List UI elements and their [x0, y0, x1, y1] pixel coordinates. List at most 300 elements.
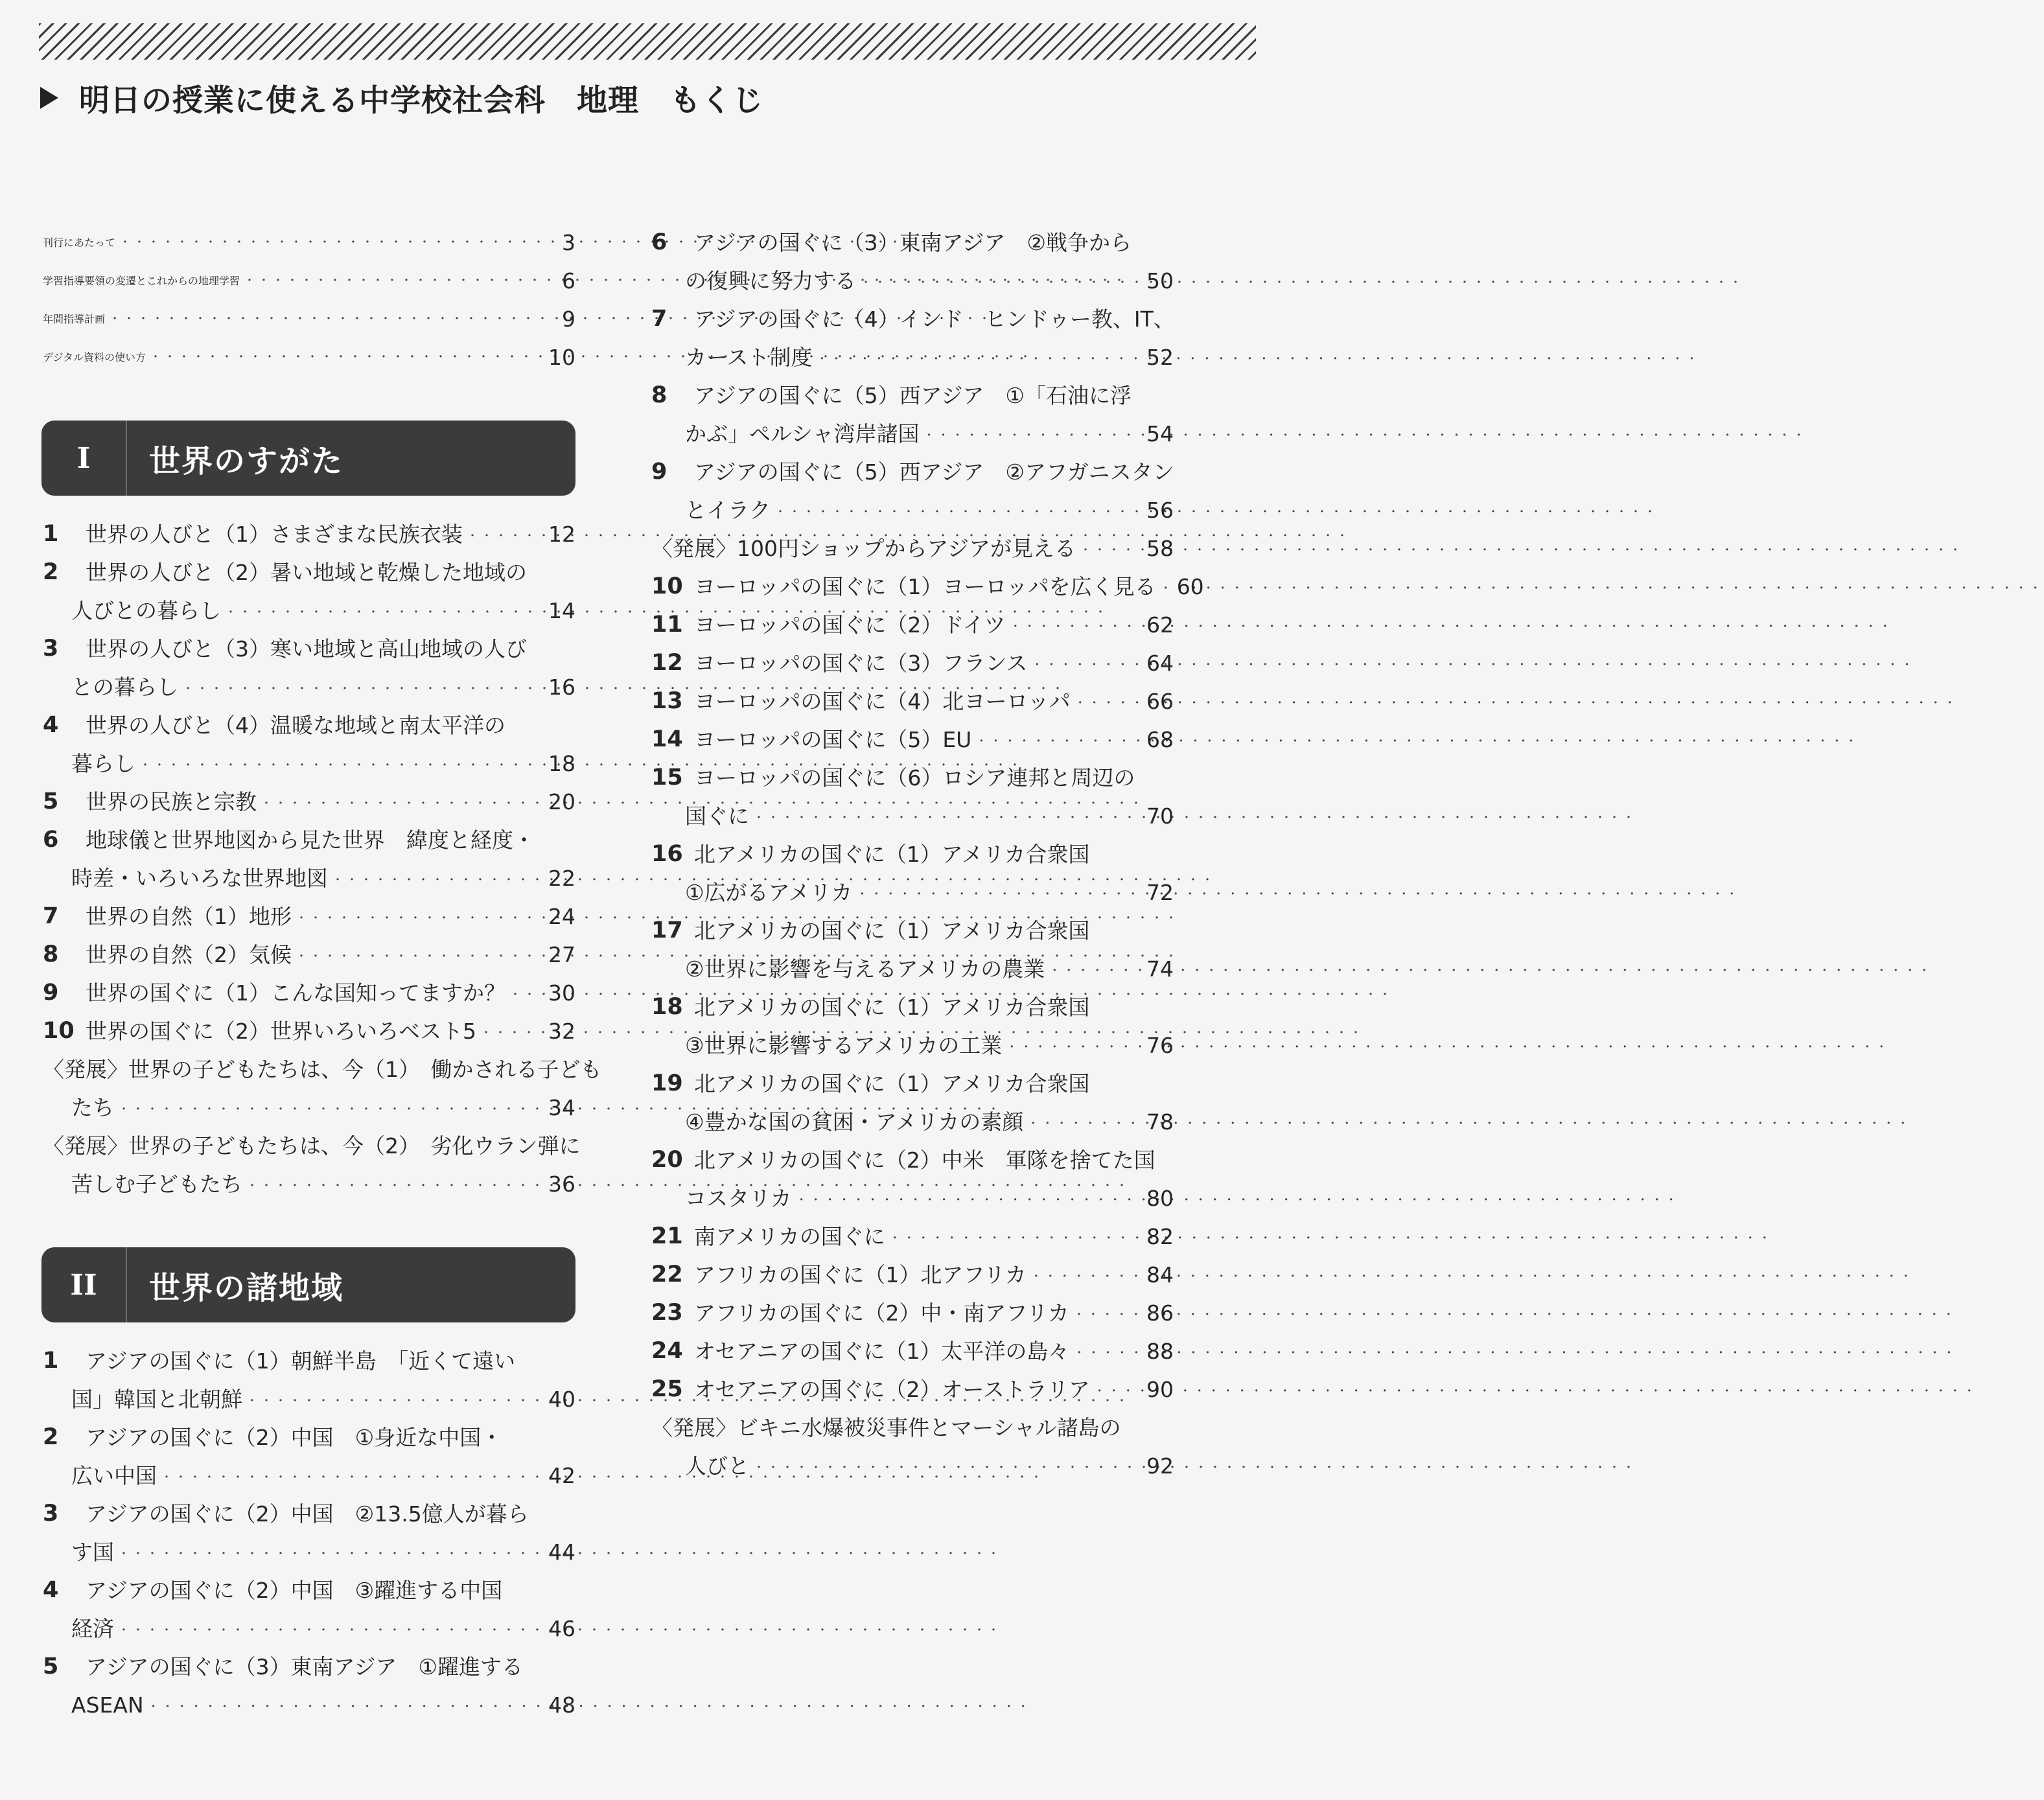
entry-number: 10 — [43, 1018, 75, 1044]
entry-text: アジアの国ぐに（3）東南アジア ①躍進する — [86, 1654, 523, 1679]
toc-line — [651, 1332, 1174, 1370]
toc-entry — [43, 936, 575, 974]
entry-number: 4 — [43, 1577, 59, 1603]
section2-list — [43, 1342, 575, 1724]
leader-dots — [109, 300, 558, 338]
entry-number: 24 — [651, 1338, 683, 1364]
page-number: 56 — [1146, 498, 1174, 523]
leader-dots — [182, 666, 544, 708]
toc-line — [43, 1686, 575, 1724]
page-number: 90 — [1146, 1377, 1174, 1402]
toc-entry — [43, 783, 575, 821]
toc-entry — [651, 1217, 1174, 1256]
page-number: 10 — [548, 345, 575, 370]
entry-text: ヨーロッパの国ぐに（5）EU — [694, 727, 972, 752]
toc-entry — [651, 1409, 1174, 1485]
toc-line — [651, 415, 1174, 453]
toc-entry — [651, 1065, 1174, 1141]
entry-text: 暮らし — [71, 751, 135, 776]
entry-text: オセアニアの国ぐに（1）太平洋の島々 — [694, 1339, 1070, 1364]
entry-text: 学習指導要領の変遷とこれからの地理学習 — [43, 275, 240, 287]
toc-line — [651, 988, 1174, 1026]
entry-text: 人びとの暮らし — [71, 598, 221, 623]
toc-entry — [43, 897, 575, 936]
leader-dots — [975, 719, 1143, 761]
entry-text: 北アメリカの国ぐに（1）アメリカ合衆国 — [694, 842, 1090, 867]
page-number: 78 — [1146, 1109, 1174, 1135]
leader-dots — [923, 413, 1143, 455]
leader-dots — [753, 795, 1143, 837]
left-column — [43, 224, 602, 1724]
leader-dots — [296, 934, 544, 976]
toc-entry — [651, 529, 1174, 568]
entry-text: す国 — [71, 1540, 114, 1565]
entry-number: 14 — [651, 726, 683, 752]
leader-dots — [118, 1531, 544, 1573]
leader-dots — [1006, 1024, 1143, 1067]
toc-entry — [651, 721, 1174, 759]
leader-dots — [753, 1445, 1143, 1487]
intro-list — [43, 224, 575, 376]
entry-number: 3 — [43, 636, 59, 662]
toc-line — [43, 338, 575, 376]
toc-entry — [43, 553, 575, 630]
toc-line — [43, 1457, 575, 1495]
leader-dots — [1160, 566, 1173, 608]
entry-number: 7 — [43, 903, 59, 929]
page-number: 74 — [1146, 956, 1174, 982]
entry-text: アジアの国ぐに（2）中国 ①身近な中国・ — [86, 1425, 503, 1450]
leader-dots — [332, 857, 544, 899]
leader-dots — [774, 489, 1143, 531]
page-number: 68 — [1146, 727, 1174, 752]
entry-text: 北アメリカの国ぐに（1）アメリカ合衆国 — [694, 918, 1090, 943]
toc-line — [651, 1103, 1174, 1141]
page-number: 66 — [1146, 689, 1174, 714]
page-number: 16 — [548, 675, 575, 700]
toc-entry — [651, 568, 1204, 606]
toc-line — [651, 759, 1174, 797]
leader-dots — [889, 1216, 1143, 1258]
toc-line — [43, 821, 575, 859]
entry-text: コスタリカ — [685, 1186, 792, 1211]
page-number: 64 — [1146, 651, 1174, 676]
toc-line — [651, 1141, 1174, 1179]
toc-line — [43, 744, 575, 783]
toc-line — [43, 1648, 575, 1686]
entry-text: ASEAN — [71, 1692, 144, 1718]
toc-entry — [43, 515, 575, 553]
toc-entry — [43, 1495, 575, 1571]
entry-number: 21 — [651, 1223, 683, 1249]
toc-line — [43, 630, 575, 668]
leader-dots — [148, 1684, 544, 1726]
entry-number: 9 — [43, 980, 59, 1006]
leader-dots — [150, 338, 544, 376]
toc-line — [651, 721, 1174, 759]
toc-line — [651, 682, 1174, 721]
toc-line — [651, 1179, 1174, 1217]
entry-text: 世界の人びと（3）寒い地域と高山地域の人び — [86, 636, 527, 662]
page-number: 24 — [548, 904, 575, 929]
entry-text: 北アメリカの国ぐに（1）アメリカ合衆国 — [694, 995, 1090, 1020]
entry-text: 世界の人びと（4）温暖な地域と南太平洋の — [86, 713, 505, 738]
leader-dots — [244, 262, 558, 300]
section-header-2 — [41, 1247, 575, 1322]
section-number: I — [41, 421, 127, 496]
page-number: 9 — [562, 306, 575, 332]
toc-line — [43, 1342, 575, 1380]
toc-entry — [43, 630, 575, 706]
page-number: 82 — [1146, 1224, 1174, 1249]
leader-dots — [119, 224, 558, 262]
leader-dots — [139, 743, 544, 785]
toc-entry — [43, 1571, 575, 1648]
entry-text: ヨーロッパの国ぐに（1）ヨーロッパを広く見る — [694, 574, 1156, 599]
entry-number: 5 — [43, 1654, 59, 1679]
leader-dots — [246, 1163, 544, 1205]
toc-line — [651, 606, 1174, 644]
entry-text: 世界の人びと（1）さまざまな民族衣装 — [86, 522, 463, 547]
entry-text: 世界の国ぐに（2）世界いろいろベスト5 — [86, 1019, 476, 1044]
leader-dots — [480, 1010, 544, 1052]
leader-dots — [1010, 604, 1143, 646]
toc-line — [651, 1294, 1174, 1332]
entry-text: 南アメリカの国ぐに — [694, 1224, 885, 1249]
toc-entry — [651, 988, 1174, 1065]
page-number: 62 — [1146, 612, 1174, 638]
toc-entry — [43, 974, 575, 1012]
toc-line — [43, 1571, 575, 1610]
page-number: 36 — [548, 1171, 575, 1197]
toc-entry — [651, 912, 1174, 988]
triangle-bullet-icon — [40, 87, 58, 109]
page-number: 72 — [1146, 880, 1174, 905]
entry-text: ヨーロッパの国ぐに（4）北ヨーロッパ — [694, 689, 1071, 714]
leader-dots — [1027, 1101, 1143, 1143]
page-number: 42 — [548, 1463, 575, 1488]
entry-number: 3 — [43, 1501, 59, 1527]
toc-line — [43, 262, 575, 300]
entry-text: アジアの国ぐに（3）東南アジア ②戦争から — [694, 230, 1132, 255]
entry-text: アジアの国ぐに（2）中国 ③躍進する中国 — [86, 1578, 503, 1603]
toc-line — [43, 1380, 575, 1418]
toc-entry — [651, 1141, 1174, 1217]
entry-number: 5 — [43, 789, 59, 814]
entry-text: 苦しむ子どもたち — [71, 1171, 242, 1197]
toc-entry — [43, 706, 575, 783]
leader-dots — [467, 513, 544, 555]
entry-number: 9 — [651, 459, 668, 485]
page-number: 27 — [548, 942, 575, 967]
toc-line — [651, 491, 1174, 529]
entry-text: アジアの国ぐに（2）中国 ②13.5億人が暮ら — [86, 1501, 529, 1527]
entry-number: 10 — [651, 573, 683, 599]
toc-line — [43, 1012, 575, 1050]
entry-number: 6 — [651, 229, 668, 255]
entry-text: ヨーロッパの国ぐに（6）ロシア連邦と周辺の — [694, 765, 1135, 790]
page-number: 44 — [548, 1540, 575, 1565]
section-title: 世界のすがた — [149, 443, 344, 479]
toc-entry — [651, 300, 1174, 376]
entry-number: 13 — [651, 688, 683, 714]
entry-text: アジアの国ぐに（5）西アジア ①「石油に浮 — [694, 383, 1132, 408]
toc-line — [651, 224, 1174, 262]
page-title — [40, 74, 763, 122]
leader-dots — [1049, 948, 1143, 990]
toc-entry — [43, 821, 575, 897]
page-number: 86 — [1146, 1300, 1174, 1326]
entry-number: 2 — [43, 1424, 59, 1450]
entry-text: ヨーロッパの国ぐに（2）ドイツ — [694, 612, 1006, 638]
toc-line — [651, 376, 1174, 415]
toc-line — [651, 1217, 1174, 1256]
entry-text: アフリカの国ぐに（2）中・南アフリカ — [694, 1300, 1069, 1326]
toc-line — [43, 1533, 575, 1571]
page-number: 20 — [548, 789, 575, 814]
leader-dots — [118, 1087, 544, 1129]
leader-dots — [1031, 642, 1143, 684]
toc-line — [43, 1089, 575, 1127]
toc-entry — [43, 1418, 575, 1495]
toc-entry — [43, 1127, 581, 1203]
entry-number: 19 — [651, 1070, 683, 1096]
leader-dots — [246, 1378, 544, 1420]
toc-line — [43, 1127, 581, 1165]
toc-line — [43, 1495, 575, 1533]
toc-entry — [651, 1332, 1174, 1370]
toc-entry — [651, 224, 1174, 300]
toc-entry — [651, 453, 1174, 529]
toc-line — [43, 936, 575, 974]
toc-line — [43, 668, 575, 706]
section-header-1 — [41, 421, 575, 496]
entry-text: アジアの国ぐに（1）朝鮮半島 「近くて遠い — [86, 1348, 516, 1374]
page-number: 22 — [548, 866, 575, 891]
page-number: 18 — [548, 751, 575, 776]
toc-entry — [651, 1370, 1174, 1409]
entry-number: 8 — [651, 382, 668, 408]
entry-text: ②世界に影響を与えるアメリカの農業 — [685, 956, 1045, 982]
entry-text: アジアの国ぐに（4）インド ヒンドゥー教、IT、 — [694, 306, 1175, 332]
page-number: 46 — [548, 1616, 575, 1641]
entry-text: 世界の人びと（2）暑い地域と乾燥した地域の — [86, 560, 527, 585]
toc-line — [651, 912, 1174, 950]
entry-text: 国ぐに — [685, 803, 749, 829]
entry-text: ④豊かな国の貧困・アメリカの素顔 — [685, 1109, 1024, 1135]
toc-line — [43, 515, 575, 553]
toc-entry — [651, 606, 1174, 644]
entry-number: 17 — [651, 917, 683, 943]
toc-entry — [651, 1256, 1174, 1294]
entry-text: 広い中国 — [71, 1463, 157, 1488]
leader-dots — [1030, 1254, 1143, 1296]
toc-entry — [43, 1012, 575, 1050]
page-number: 3 — [562, 230, 575, 255]
entry-text: 経済 — [71, 1616, 114, 1641]
toc-entry — [43, 1342, 575, 1418]
entry-number: 25 — [651, 1376, 683, 1402]
leader-dots — [261, 781, 544, 823]
entry-text: アジアの国ぐに（5）西アジア ②アフガニスタン — [694, 459, 1174, 485]
toc-line — [651, 529, 1174, 568]
leader-dots — [225, 590, 544, 632]
page-number: 14 — [548, 598, 575, 623]
toc-line — [651, 950, 1174, 988]
page-number: 88 — [1146, 1339, 1174, 1364]
page-number: 6 — [562, 268, 575, 294]
toc-line — [43, 1165, 575, 1203]
entry-text: 世界の自然（1）地形 — [86, 904, 292, 929]
toc-line — [43, 553, 575, 592]
leader-dots — [509, 972, 544, 1014]
entry-text: ①広がるアメリカ — [685, 880, 853, 905]
toc-line — [43, 897, 575, 936]
entry-text: 〈発展〉100円ショップからアジアが見える — [651, 536, 1076, 561]
entry-text: 世界の民族と宗教 — [86, 789, 257, 814]
page-number: 60 — [1176, 574, 1204, 599]
entry-number: 1 — [43, 1348, 59, 1374]
toc-line — [43, 592, 575, 630]
leader-dots — [118, 1608, 544, 1650]
page-number: 70 — [1146, 803, 1174, 829]
toc-line — [651, 1409, 1174, 1447]
entry-text: 刊行にあたって — [43, 237, 116, 249]
leader-dots — [860, 260, 1143, 302]
page-number: 76 — [1146, 1033, 1174, 1058]
entry-number: 23 — [651, 1300, 683, 1326]
toc-line — [651, 338, 1174, 376]
hatch-border — [39, 23, 1256, 60]
toc-line — [43, 1610, 575, 1648]
entry-text: 世界の国ぐに（1）こんな国知ってますか？ — [86, 980, 505, 1006]
entry-number: 16 — [651, 841, 683, 867]
leader-dots — [161, 1455, 544, 1497]
entry-text: ③世界に影響するアメリカの工業 — [685, 1033, 1003, 1058]
toc-line — [651, 1370, 1174, 1409]
toc-line — [651, 797, 1174, 835]
entry-number: 4 — [43, 712, 59, 738]
entry-text: 時差・いろいろな世界地図 — [71, 866, 328, 891]
page-number: 32 — [548, 1019, 575, 1044]
toc-entry — [651, 682, 1174, 721]
leader-dots — [1073, 1292, 1143, 1334]
page-number: 34 — [548, 1095, 575, 1120]
entry-text: との暮らし — [71, 675, 178, 700]
toc-entry — [651, 759, 1174, 835]
section1-list — [43, 515, 602, 1203]
toc-entry — [651, 644, 1174, 682]
entry-text: 人びと — [685, 1453, 749, 1479]
toc-entry — [43, 1648, 575, 1724]
leader-dots — [856, 871, 1143, 914]
toc-line — [651, 453, 1174, 491]
page-number: 54 — [1146, 421, 1174, 446]
page-number: 58 — [1146, 536, 1174, 561]
entry-text: 北アメリカの国ぐに（2）中米 軍隊を捨てた国 — [694, 1148, 1156, 1173]
entry-number: 7 — [651, 306, 668, 332]
entry-text: オセアニアの国ぐに（2）オーストラリア — [694, 1377, 1090, 1402]
toc-entry — [651, 1294, 1174, 1332]
entry-text: ヨーロッパの国ぐに（3）フランス — [694, 651, 1028, 676]
entry-number: 15 — [651, 765, 683, 790]
right-column — [651, 224, 1204, 1485]
entry-number: 2 — [43, 559, 59, 585]
toc-entry — [43, 1050, 602, 1127]
section-number: II — [41, 1247, 127, 1322]
entry-text: とイラク — [685, 498, 771, 523]
entry-number: 1 — [43, 521, 59, 547]
toc-line — [43, 783, 575, 821]
entry-text: 世界の自然（2）気候 — [86, 942, 292, 967]
toc-line — [43, 974, 575, 1012]
leader-dots — [1073, 1330, 1143, 1372]
entry-text: 〈発展〉世界の子どもたちは、今（1） 働かされる子ども — [43, 1057, 602, 1082]
toc-entry — [651, 376, 1174, 453]
entry-number: 6 — [43, 827, 59, 853]
leader-dots — [296, 895, 544, 938]
page-number: 48 — [548, 1692, 575, 1718]
toc-line — [651, 873, 1174, 912]
toc-line — [43, 1418, 575, 1457]
leader-dots — [1074, 680, 1143, 722]
leader-dots — [1094, 1368, 1143, 1411]
right-list — [651, 224, 1204, 1485]
toc-line — [651, 1256, 1174, 1294]
leader-dots — [816, 336, 1143, 378]
entry-number: 8 — [43, 941, 59, 967]
entry-text: デジタル資料の使い方 — [43, 351, 146, 363]
toc-entry — [651, 835, 1174, 912]
entry-text: 国」韓国と北朝鮮 — [71, 1387, 242, 1412]
toc-line — [43, 300, 575, 338]
entry-number: 12 — [651, 650, 683, 676]
toc-line — [651, 1447, 1174, 1485]
entry-text: アフリカの国ぐに（1）北アフリカ — [694, 1262, 1027, 1287]
entry-number: 22 — [651, 1262, 683, 1287]
toc-line — [651, 262, 1174, 300]
toc-line — [651, 1026, 1174, 1065]
section-title: 世界の諸地域 — [149, 1269, 344, 1306]
leader-dots — [796, 1177, 1143, 1219]
page-number: 80 — [1146, 1186, 1174, 1211]
toc-line — [43, 1050, 602, 1089]
entry-text: かぶ」ペルシャ湾岸諸国 — [685, 421, 920, 446]
entry-text: たち — [71, 1095, 114, 1120]
toc-line — [43, 224, 575, 262]
page-number: 84 — [1146, 1262, 1174, 1287]
page-number: 50 — [1146, 268, 1174, 294]
entry-text: 年間指導計画 — [43, 313, 106, 325]
toc-line — [43, 859, 575, 897]
toc-line — [651, 1065, 1174, 1103]
toc-line — [651, 644, 1174, 682]
page-number: 40 — [548, 1387, 575, 1412]
entry-number: 11 — [651, 612, 683, 638]
entry-text: 地球儀と世界地図から見た世界 緯度と経度・ — [86, 827, 535, 853]
page-number: 52 — [1146, 345, 1174, 370]
entry-text: カースト制度 — [685, 345, 813, 370]
entry-text: の復興に努力する — [685, 268, 856, 294]
toc-line — [43, 706, 575, 744]
page-number: 30 — [548, 980, 575, 1006]
page-number: 12 — [548, 522, 575, 547]
entry-text: 〈発展〉世界の子どもたちは、今（2） 劣化ウラン弾に — [43, 1133, 581, 1159]
entry-number: 20 — [651, 1147, 683, 1173]
page-title-text: 明日の授業に使える中学校社会科 地理 もくじ — [79, 82, 763, 119]
toc-line — [651, 300, 1174, 338]
leader-dots — [1080, 527, 1143, 570]
